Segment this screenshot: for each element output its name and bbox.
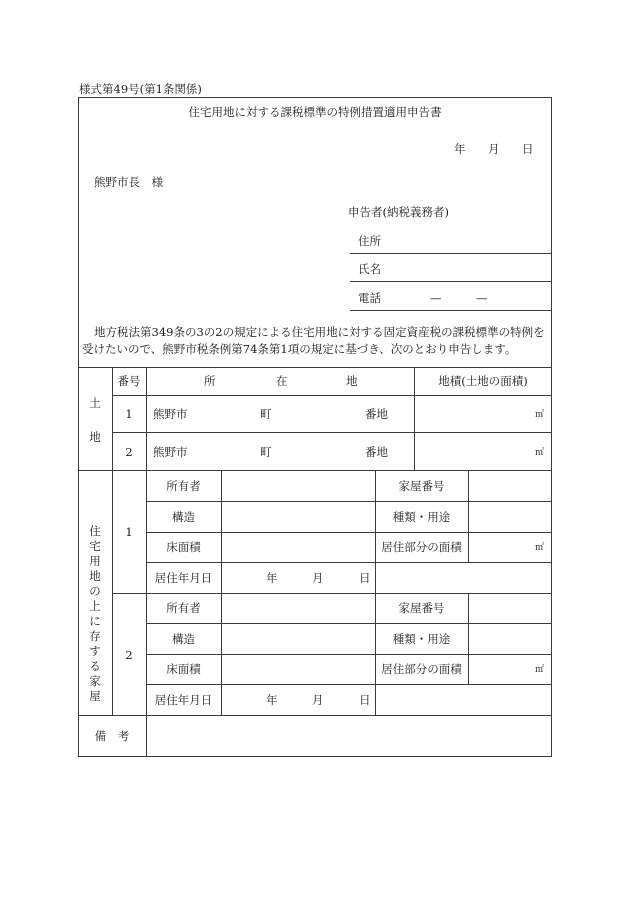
land-row-1-city: 熊野市 (153, 407, 188, 421)
land-row-2-town: 町 (260, 445, 272, 459)
b2-owner-label: 所有者 (166, 601, 201, 615)
b2-area-unit: ㎡ (535, 665, 545, 675)
land-label-1: 土 (89, 396, 101, 410)
col-area: 地積(土地の面積) (438, 374, 528, 388)
b1-structure-label: 構造 (172, 510, 195, 524)
b2-residential-area-label: 居住部分の面積 (381, 662, 462, 676)
phone-dash-2: — (476, 291, 488, 305)
col-number: 番号 (117, 374, 141, 388)
b2-move-in-label: 居住年月日 (154, 693, 213, 707)
b1-move-in-label: 居住年月日 (154, 571, 213, 585)
b1-type-use-label: 種類・用途 (392, 510, 451, 524)
house-block-2-no: 2 (125, 648, 133, 662)
phone-dash-1: — (430, 291, 442, 305)
land-row-1-unit: ㎡ (535, 410, 545, 420)
b2-month: 月 (312, 693, 324, 707)
b2-house-no-label: 家屋番号 (398, 601, 445, 615)
col-location-2: 在 (276, 374, 288, 388)
house-block-1-no: 1 (125, 525, 133, 539)
statement-line-1: 地方税法第349条の3の2の規定による住宅用地に対する固定資産税の課税標準の特例を (94, 325, 545, 339)
land-label-2: 地 (89, 430, 101, 444)
b1-owner-label: 所有者 (166, 479, 201, 493)
form-number: 様式第49号(第1条関係) (79, 82, 202, 96)
statement-line-2: 受けたいので、熊野市税条例第74条第1項の規定に基づき、次のとおり申告します。 (82, 342, 517, 356)
b1-area-unit: ㎡ (535, 543, 545, 553)
b2-year: 年 (266, 693, 278, 707)
land-row-1-no: 1 (125, 407, 133, 421)
date-month: 月 (488, 142, 500, 156)
b1-year: 年 (266, 571, 278, 585)
land-row-1-town: 町 (260, 407, 272, 421)
land-row-2-lot: 番地 (365, 445, 388, 459)
b1-month: 月 (312, 571, 324, 585)
applicant-heading: 申告者(納税義務者) (348, 205, 449, 219)
b1-day: 日 (359, 571, 371, 585)
b1-house-no-label: 家屋番号 (398, 479, 445, 493)
land-row-2-unit: ㎡ (535, 448, 545, 458)
land-row-1-lot: 番地 (365, 407, 388, 421)
b2-day: 日 (359, 693, 371, 707)
date-year: 年 (454, 142, 466, 156)
name-label: 氏名 (358, 262, 381, 276)
remarks-label: 備 考 (94, 729, 130, 743)
form-title: 住宅用地に対する課税標準の特例措置適用申告書 (188, 105, 442, 119)
house-section-label: 住宅用地の上に存する家屋 (89, 524, 101, 703)
b2-floor-area-label: 床面積 (166, 662, 201, 676)
col-location-3: 地 (346, 374, 358, 388)
b1-floor-area-label: 床面積 (166, 540, 201, 554)
land-row-2-city: 熊野市 (153, 445, 188, 459)
addressee: 熊野市長 様 (94, 175, 163, 189)
phone-label: 電話 (358, 291, 381, 305)
b2-type-use-label: 種類・用途 (392, 632, 451, 646)
land-row-2-no: 2 (125, 445, 133, 459)
b2-structure-label: 構造 (172, 632, 195, 646)
date-day: 日 (522, 142, 534, 156)
b1-residential-area-label: 居住部分の面積 (381, 540, 462, 554)
form-frame (78, 97, 552, 757)
col-location-1: 所 (204, 374, 216, 388)
address-label: 住所 (358, 234, 381, 248)
